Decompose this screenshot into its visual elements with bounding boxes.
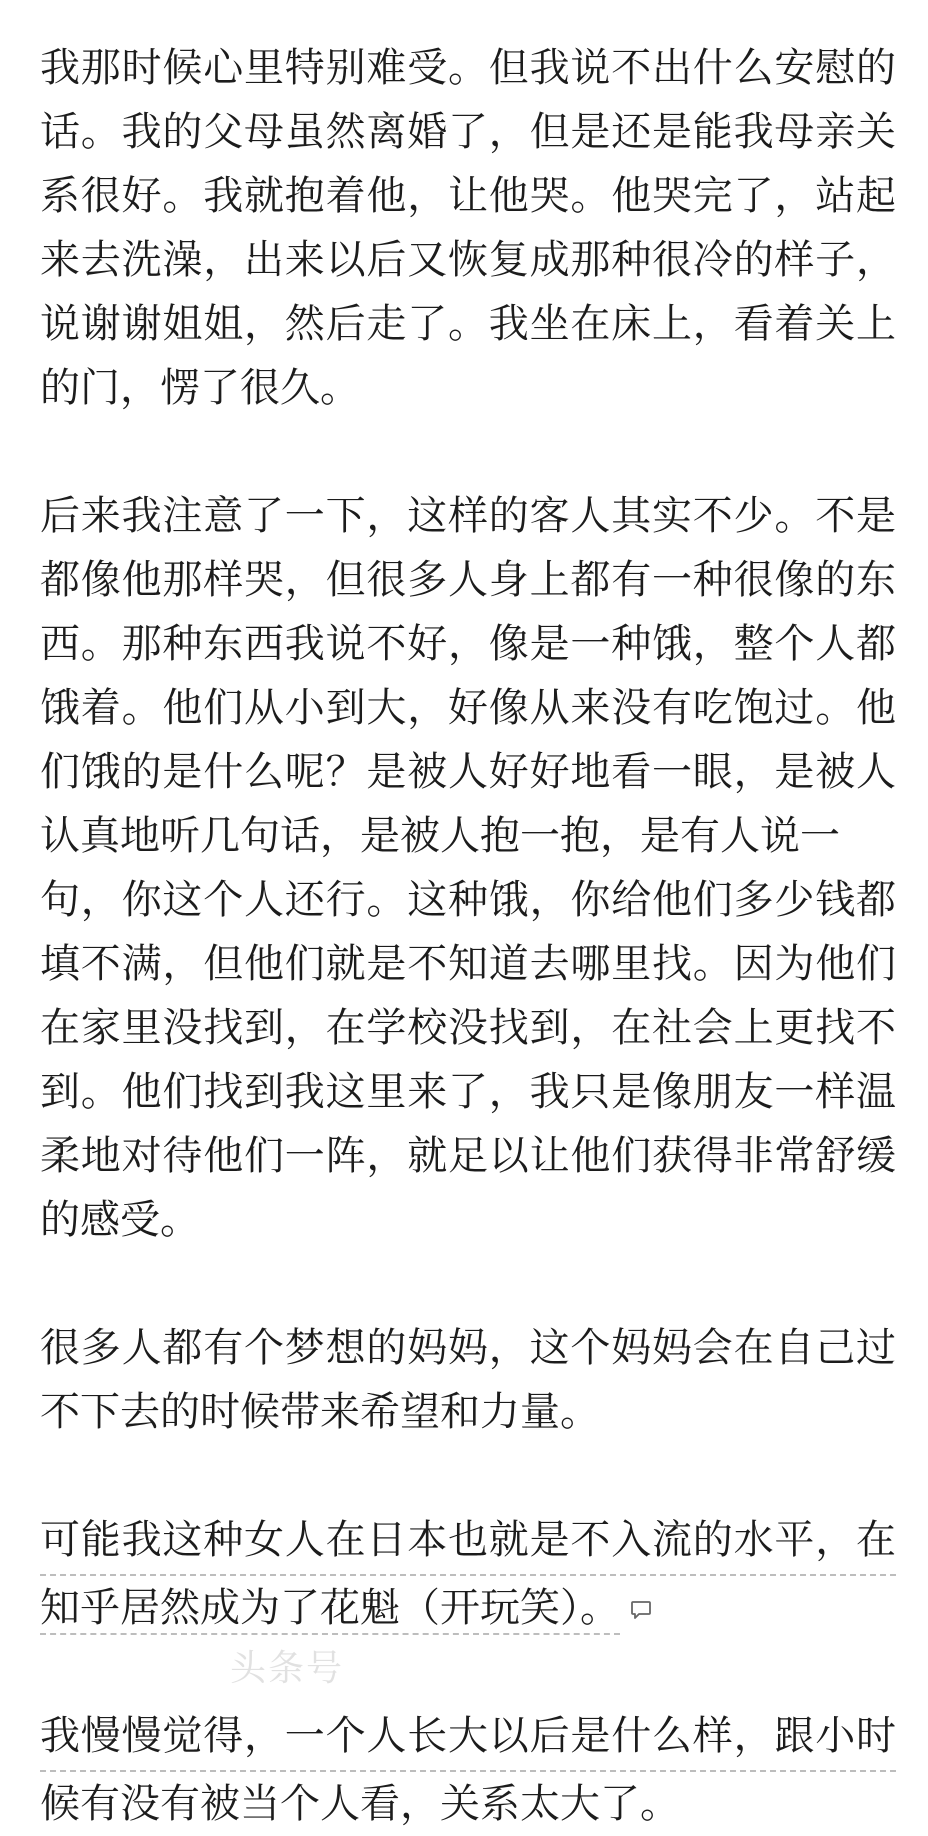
article-body bbox=[40, 36, 896, 1836]
paragraph-4-highlighted[interactable] bbox=[40, 1508, 896, 1640]
text-line: 西。那种东西我说不好，像是一种饿，整个人都 bbox=[40, 621, 896, 667]
paragraph-2 bbox=[40, 484, 896, 1252]
comment-icon[interactable] bbox=[630, 1600, 652, 1620]
text-line: 填不满，但他们就是不知道去哪里找。因为他们 bbox=[40, 941, 896, 987]
text-line: 话。我的父母虽然离婚了，但是还是能我母亲关 bbox=[40, 109, 896, 155]
paragraph-1 bbox=[40, 36, 896, 420]
text-line: 来去洗澡，出来以后又恢复成那种很冷的样子， bbox=[40, 237, 896, 283]
highlighted-text-line[interactable]: 可能我这种女人在日本也就是不入流的水平，在 bbox=[40, 1508, 896, 1576]
text-line: 饿着。他们从小到大，好像从来没有吃饱过。他 bbox=[40, 685, 896, 731]
highlighted-text-line[interactable]: 我慢慢觉得，一个人长大以后是什么样，跟小时 bbox=[40, 1704, 896, 1772]
text-line: 柔地对待他们一阵，就足以让他们获得非常舒缓 bbox=[40, 1133, 896, 1179]
paragraph-3 bbox=[40, 1316, 896, 1444]
text-line: 的感受。 bbox=[40, 1197, 200, 1243]
text-line: 系很好。我就抱着他，让他哭。他哭完了，站起 bbox=[40, 173, 896, 219]
text-line: 不下去的时候带来希望和力量。 bbox=[40, 1389, 600, 1435]
text-line: 说谢谢姐姐，然后走了。我坐在床上，看着关上 bbox=[40, 301, 896, 347]
watermark: 头条号 bbox=[230, 1648, 345, 1689]
text-line: 认真地听几句话，是被人抱一抱，是有人说一 bbox=[40, 813, 840, 859]
text-line: 到。他们找到我这里来了，我只是像朋友一样温 bbox=[40, 1069, 896, 1115]
text-line: 都像他那样哭，但很多人身上都有一种很像的东 bbox=[40, 557, 896, 603]
text-line: 的门，愣了很久。 bbox=[40, 365, 360, 411]
text-line: 候有没有被当个人看，关系太大了。 bbox=[40, 1781, 680, 1827]
text-line: 在家里没找到，在学校没找到，在社会上更找不 bbox=[40, 1005, 896, 1051]
text-line: 句，你这个人还行。这种饿，你给他们多少钱都 bbox=[40, 877, 896, 923]
highlighted-text-line-last[interactable] bbox=[40, 1576, 896, 1640]
text-line: 们饿的是什么呢？是被人好好地看一眼，是被人 bbox=[40, 749, 896, 795]
text-line: 我那时候心里特别难受。但我说不出什么安慰的 bbox=[40, 45, 896, 91]
text-line: 后来我注意了一下，这样的客人其实不少。不是 bbox=[40, 493, 896, 539]
highlighted-text[interactable]: 知乎居然成为了花魁（开玩笑）。 bbox=[40, 1585, 620, 1635]
text-line: 很多人都有个梦想的妈妈，这个妈妈会在自己过 bbox=[40, 1325, 896, 1371]
paragraph-5-highlighted[interactable] bbox=[40, 1704, 896, 1836]
